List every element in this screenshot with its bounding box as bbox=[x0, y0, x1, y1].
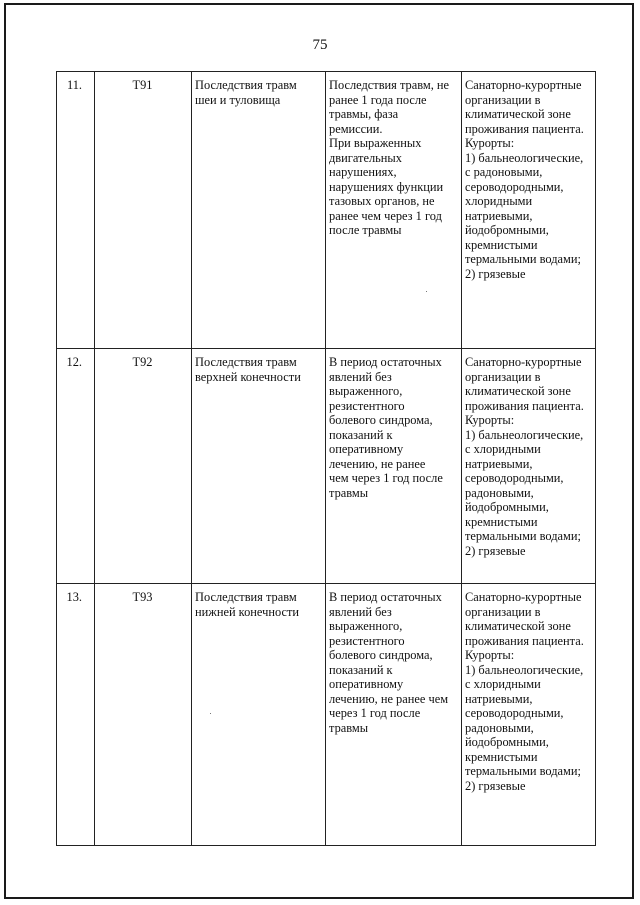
conditions-cell-line: тазовых органов, не bbox=[329, 194, 435, 208]
conditions-cell-line: выраженного, bbox=[329, 619, 403, 633]
treatment-cell-line: натриевыми, bbox=[465, 691, 533, 706]
diagnosis-cell-line: верхней конечности bbox=[195, 369, 301, 384]
treatment-cell-line: организации в bbox=[465, 92, 541, 107]
conditions-cell-line: показаний к bbox=[329, 427, 393, 442]
icd-code-cell: T93 bbox=[95, 584, 192, 846]
conditions-cell-line: травмы bbox=[329, 485, 369, 500]
treatment-cell-line: Санаторно-курортные bbox=[465, 590, 582, 604]
treatment-cell-line: кремнистыми bbox=[465, 514, 538, 529]
conditions-cell-line: ранее 1 года после bbox=[329, 92, 427, 107]
treatment-cell-line: йодобромными, bbox=[465, 735, 549, 749]
scan-speck bbox=[210, 713, 211, 714]
scan-speck bbox=[426, 291, 427, 292]
conditions-cell-line: лечению, не ранее bbox=[329, 456, 426, 471]
treatment-cell-line: хлоридными bbox=[465, 194, 533, 208]
conditions-cell-line: ремиссии. bbox=[329, 121, 383, 136]
page-number: 75 bbox=[312, 37, 328, 53]
conditions-cell-line: В период остаточных bbox=[329, 590, 442, 604]
treatment-cell-line: радоновыми, bbox=[465, 485, 534, 500]
treatment-cell-line: Курорты: bbox=[465, 136, 515, 150]
treatment-cell-line: термальными водами; bbox=[465, 252, 581, 266]
treatment-cell-line: кремнистыми bbox=[465, 237, 538, 252]
conditions-cell-line: травмы bbox=[329, 720, 369, 735]
conditions-cell-line: болевого синдрома, bbox=[329, 413, 433, 427]
conditions-cell-line: двигательных bbox=[329, 150, 402, 165]
conditions-cell-line: оперативному bbox=[329, 442, 404, 456]
treatment-cell-line: натриевыми, bbox=[465, 456, 533, 471]
diagnosis-cell-line: нижней конечности bbox=[195, 604, 300, 619]
conditions-cell-line: оперативному bbox=[329, 677, 404, 691]
treatment-cell-line: проживания пациента. bbox=[465, 398, 584, 413]
conditions-cell-line: выраженного, bbox=[329, 384, 403, 398]
row-number-cell: 13. bbox=[57, 584, 95, 846]
treatment-cell-line: Санаторно-курортные bbox=[465, 78, 582, 92]
treatment-cell-line: 2) грязевые bbox=[465, 266, 526, 281]
treatment-cell-line: организации в bbox=[465, 369, 541, 384]
diagnosis-cell-line: шеи и туловища bbox=[195, 92, 281, 107]
conditions-cell-line: Последствия травм, не bbox=[329, 78, 450, 92]
diagnosis-cell bbox=[192, 584, 326, 846]
conditions-cell-line: явлений без bbox=[329, 604, 392, 619]
conditions-cell bbox=[326, 584, 462, 846]
treatment-cell bbox=[462, 72, 596, 349]
treatment-cell-line: организации в bbox=[465, 604, 541, 619]
treatment-cell bbox=[462, 349, 596, 584]
conditions-cell-line: болевого синдрома, bbox=[329, 648, 433, 662]
treatment-cell-line: с хлоридными bbox=[465, 442, 541, 456]
treatment-cell-line: натриевыми, bbox=[465, 208, 533, 223]
conditions-cell-line: резистентного bbox=[329, 398, 405, 413]
table-row bbox=[57, 349, 596, 584]
treatment-cell-line: климатической зоне bbox=[465, 107, 571, 121]
treatment-cell-line: проживания пациента. bbox=[465, 121, 584, 136]
conditions-cell-line: после травмы bbox=[329, 223, 402, 237]
row-number-cell: 11. bbox=[57, 72, 95, 349]
treatment-table bbox=[56, 71, 596, 846]
icd-code-cell: T91 bbox=[95, 72, 192, 349]
treatment-cell-line: 1) бальнеологические, bbox=[465, 150, 584, 165]
table-row bbox=[57, 584, 596, 846]
treatment-cell-line: климатической зоне bbox=[465, 619, 571, 633]
treatment-cell-line: термальными водами; bbox=[465, 529, 581, 543]
treatment-cell-line: 1) бальнеологические, bbox=[465, 427, 584, 442]
conditions-cell-line: ранее чем через 1 год bbox=[329, 208, 442, 223]
diagnosis-cell-line: Последствия травм bbox=[195, 78, 297, 92]
treatment-cell-line: йодобромными, bbox=[465, 500, 549, 514]
treatment-cell-line: сероводородными, bbox=[465, 179, 564, 194]
row-number-cell: 12. bbox=[57, 349, 95, 584]
treatment-cell-line: с хлоридными bbox=[465, 677, 541, 691]
conditions-cell-line: через 1 год после bbox=[329, 706, 421, 720]
conditions-cell-line: явлений без bbox=[329, 369, 392, 384]
treatment-cell-line: Курорты: bbox=[465, 413, 515, 427]
treatment-cell-line: кремнистыми bbox=[465, 749, 538, 764]
conditions-cell bbox=[326, 72, 462, 349]
treatment-cell-line: сероводородными, bbox=[465, 471, 564, 485]
conditions-cell-line: При выраженных bbox=[329, 136, 422, 150]
diagnosis-cell-line: Последствия травм bbox=[195, 355, 297, 369]
treatment-cell-line: климатической зоне bbox=[465, 384, 571, 398]
conditions-cell-line: резистентного bbox=[329, 633, 405, 648]
diagnosis-cell-line: Последствия травм bbox=[195, 590, 297, 604]
treatment-cell bbox=[462, 584, 596, 846]
treatment-cell-line: проживания пациента. bbox=[465, 633, 584, 648]
conditions-cell-line: лечению, не ранее чем bbox=[329, 691, 449, 706]
treatment-cell-line: радоновыми, bbox=[465, 720, 534, 735]
conditions-cell-line: В период остаточных bbox=[329, 355, 442, 369]
icd-code-cell: T92 bbox=[95, 349, 192, 584]
treatment-cell-line: 2) грязевые bbox=[465, 778, 526, 793]
conditions-cell-line: чем через 1 год после bbox=[329, 471, 443, 485]
treatment-cell-line: термальными водами; bbox=[465, 764, 581, 778]
table-row bbox=[57, 72, 596, 349]
treatment-cell-line: Курорты: bbox=[465, 648, 515, 662]
conditions-cell-line: травмы, фаза bbox=[329, 107, 399, 121]
conditions-cell bbox=[326, 349, 462, 584]
treatment-cell-line: сероводородными, bbox=[465, 706, 564, 720]
diagnosis-cell bbox=[192, 72, 326, 349]
table-body bbox=[57, 72, 596, 846]
conditions-cell-line: нарушениях, bbox=[329, 165, 397, 179]
diagnosis-cell bbox=[192, 349, 326, 584]
treatment-cell-line: 1) бальнеологические, bbox=[465, 662, 584, 677]
treatment-cell-line: 2) грязевые bbox=[465, 543, 526, 558]
treatment-cell-line: с радоновыми, bbox=[465, 165, 543, 179]
conditions-cell-line: нарушениях функции bbox=[329, 179, 444, 194]
treatment-cell-line: йодобромными, bbox=[465, 223, 549, 237]
conditions-cell-line: показаний к bbox=[329, 662, 393, 677]
treatment-cell-line: Санаторно-курортные bbox=[465, 355, 582, 369]
